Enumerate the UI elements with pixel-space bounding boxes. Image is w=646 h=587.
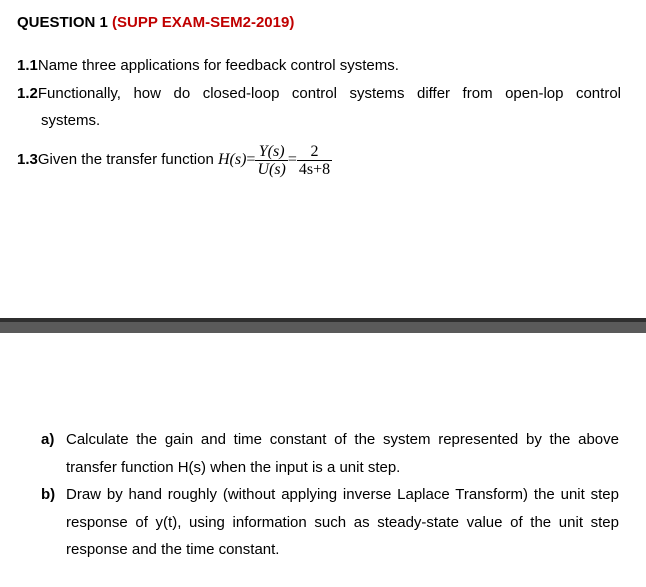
question-1-2-continuation: systems. bbox=[41, 112, 101, 129]
question-1-2 bbox=[17, 85, 621, 102]
formula-lhs: H(s) bbox=[217, 151, 247, 168]
exam-label: (SUPP EXAM-SEM2-2019) bbox=[112, 14, 295, 31]
question-1-1 bbox=[17, 57, 399, 75]
question-1-1-text: Name three applications for feedback control systems. bbox=[37, 57, 399, 74]
sub-question-b-label: b) bbox=[41, 486, 56, 503]
fraction-y-over-u bbox=[255, 143, 287, 178]
sub-question-a bbox=[41, 426, 621, 482]
question-1-2-number: 1.2 bbox=[17, 85, 38, 102]
question-number: QUESTION 1 bbox=[17, 14, 108, 31]
sub-question-a-text: Calculate the gain and time constant of the system represented by the above transfer function H(s) when the input is a unit step. bbox=[66, 431, 619, 476]
transfer-function-formula bbox=[217, 142, 332, 178]
question-heading bbox=[17, 14, 294, 31]
sub-question-a-label: a) bbox=[41, 431, 55, 448]
question-1-1-number: 1.1 bbox=[17, 57, 38, 74]
sub-question-b bbox=[41, 481, 621, 566]
sub-question-b-text: Draw by hand roughly (without applying inverse Laplace Transform) the unit step response of y(t), using information such as steady-state value of the unit step response and the time constant. bbox=[66, 486, 619, 558]
formula-equals-2: = bbox=[287, 151, 297, 168]
question-1-3-text: Given the transfer function bbox=[37, 151, 214, 168]
question-1-3 bbox=[17, 142, 332, 178]
formula-equals-1: = bbox=[246, 151, 256, 168]
fraction-denominator-u: U(s) bbox=[257, 160, 286, 178]
separator-bar bbox=[0, 322, 646, 333]
fraction-numerator-y: Y(s) bbox=[255, 143, 287, 161]
fraction-denominator-4s8: 4s+8 bbox=[298, 160, 331, 178]
fraction-2-over-4s8 bbox=[297, 143, 332, 178]
fraction-numerator-2: 2 bbox=[297, 143, 332, 161]
question-1-3-number: 1.3 bbox=[17, 151, 38, 168]
question-1-2-text: Functionally, how do closed-loop control systems differ from open-lop control bbox=[37, 85, 621, 102]
